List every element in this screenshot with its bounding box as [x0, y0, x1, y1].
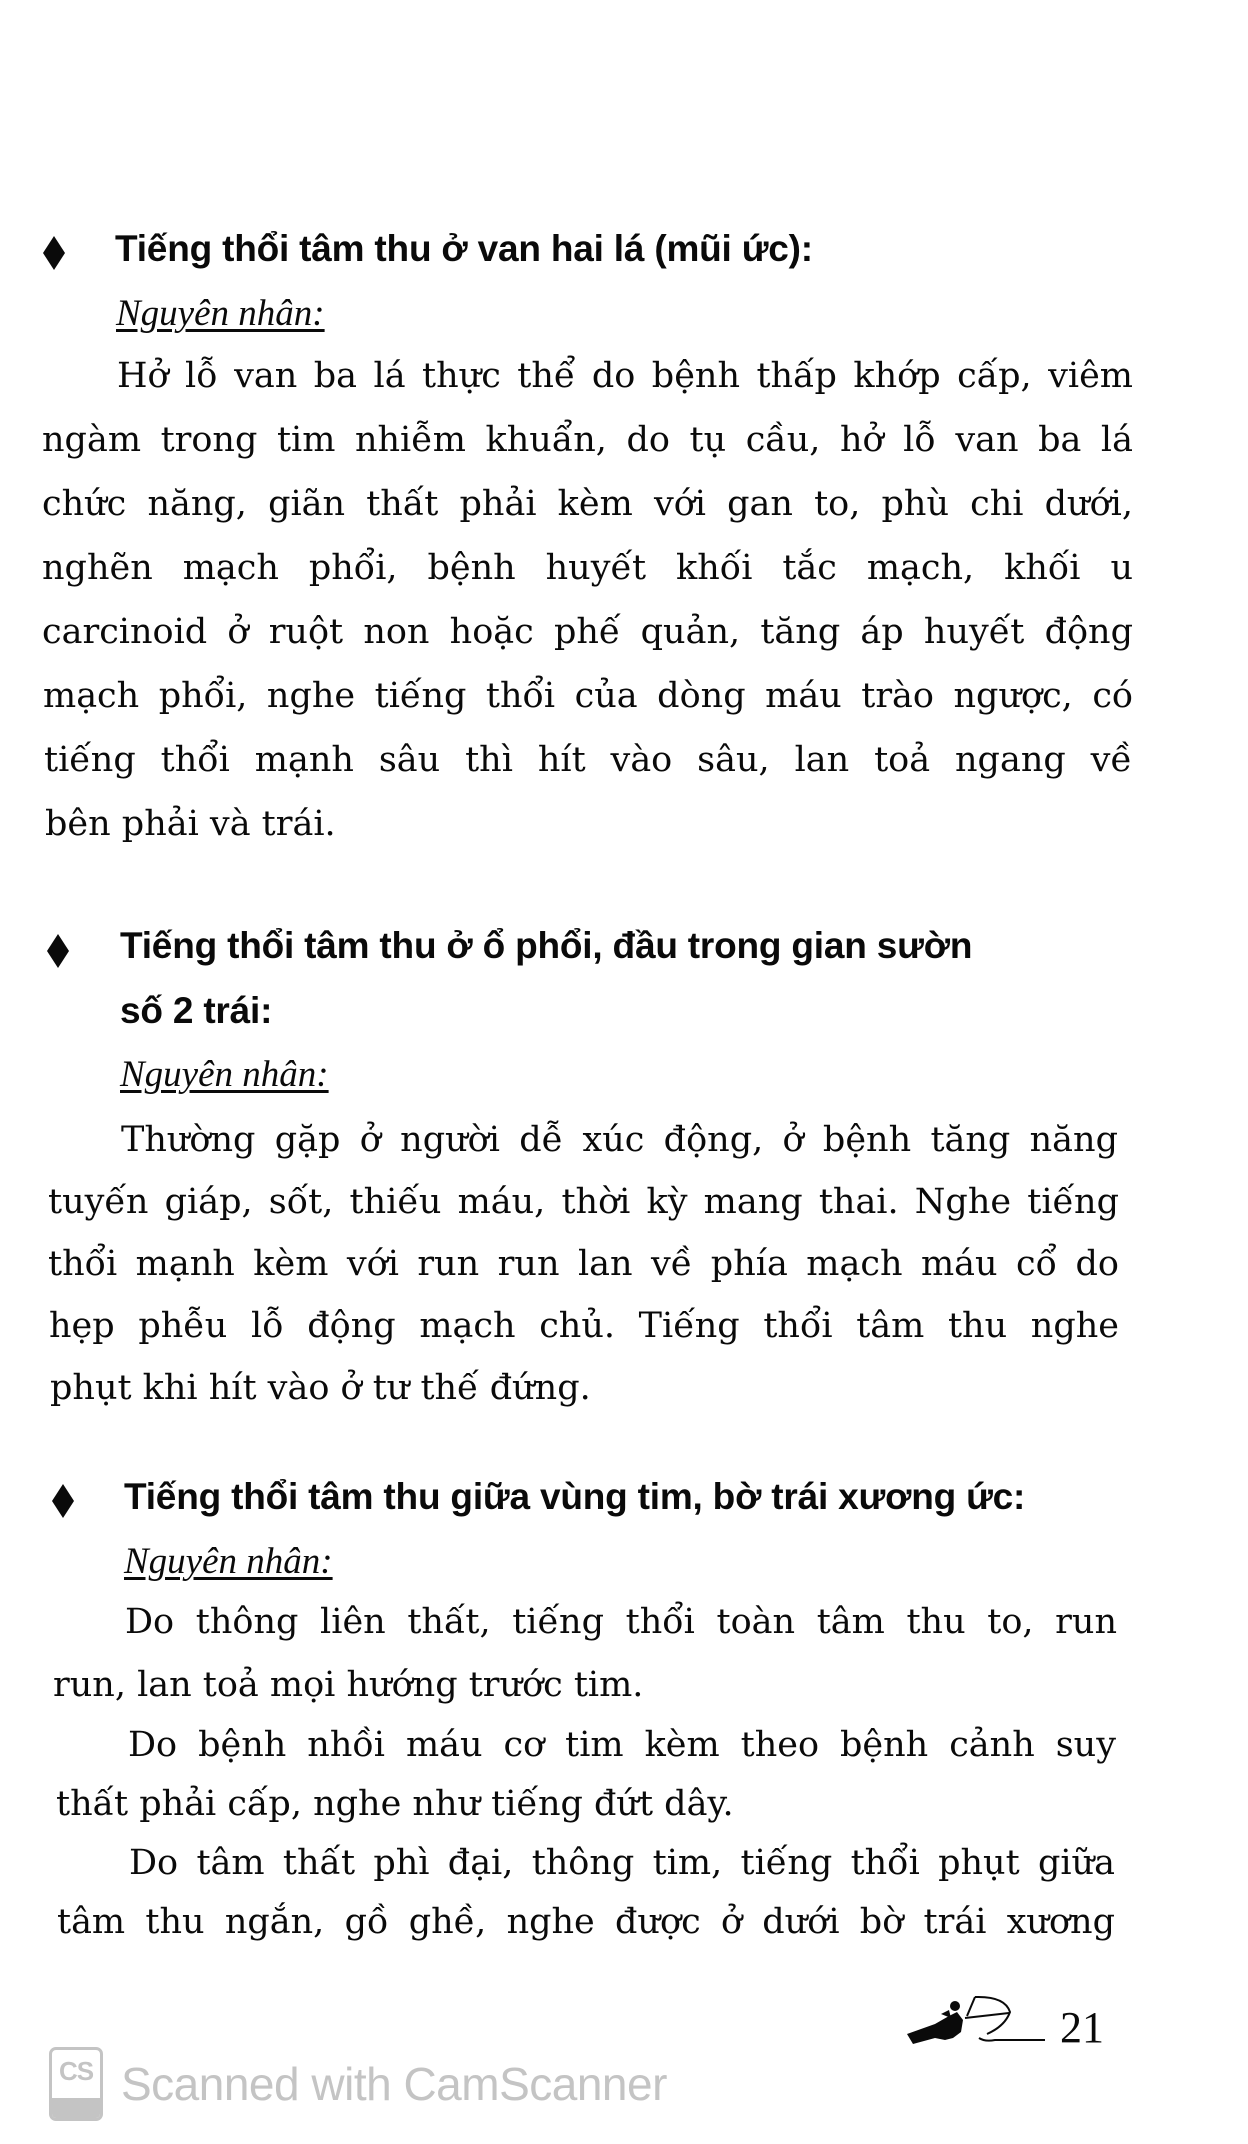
body-line: run, lan toả mọi hướng trước tim. [53, 1665, 644, 1705]
body-line: thất phải cấp, nghe như tiếng đứt dây. [56, 1784, 734, 1824]
body-line: carcinoid ở ruột non hoặc phế quản, tăng áp huyết động [42, 612, 1133, 652]
body-line: hẹp phễu lỗ động mạch chủ. Tiếng thổi tâm thu nghe [49, 1306, 1119, 1346]
body-line: Hở lỗ van ba lá thực thể do bệnh thấp khớp cấp, viêm [117, 356, 1133, 396]
camscanner-logo-bar [52, 2098, 100, 2118]
section-heading: Tiếng thổi tâm thu ở ổ phổi, đầu trong gian sườn [120, 925, 973, 966]
body-line: Do thông liên thất, tiếng thổi toàn tâm thu to, run [125, 1602, 1117, 1642]
body-line: ngàm trong tim nhiễm khuẩn, do tụ cầu, hở lỗ van ba lá [42, 420, 1133, 460]
camscanner-logo-text: CS [58, 2056, 94, 2086]
diamond-bullet-icon [52, 1484, 74, 1518]
watermark-text: Scanned with CamScanner [121, 2058, 667, 2110]
body-line: thổi mạnh kèm với run run lan về phía mạch máu cổ do [48, 1244, 1119, 1284]
archer-ornament-icon [905, 1994, 1050, 2048]
section-heading: Tiếng thổi tâm thu ở van hai lá (mũi ức): [115, 228, 813, 269]
cause-label: Nguyên nhân: [120, 1054, 329, 1095]
body-line: phụt khi hít vào ở tư thế đứng. [50, 1368, 591, 1408]
diamond-bullet-icon [47, 934, 69, 968]
body-line: chức năng, giãn thất phải kèm với gan to, phù chi dưới, [42, 484, 1133, 524]
page-number: 21 [1060, 2003, 1104, 2052]
cause-label: Nguyên nhân: [124, 1541, 333, 1582]
section-heading: Tiếng thổi tâm thu giữa vùng tim, bờ trái xương ức: [124, 1476, 1026, 1517]
camscanner-watermark [49, 2045, 667, 2123]
body-line: mạch phổi, nghe tiếng thổi của dòng máu trào ngược, có [43, 676, 1133, 716]
camscanner-logo-icon [49, 2047, 103, 2121]
body-line: tuyến giáp, sốt, thiếu máu, thời kỳ mang thai. Nghe tiếng [48, 1182, 1119, 1222]
body-line: Thường gặp ở người dễ xúc động, ở bệnh tăng năng [121, 1120, 1118, 1160]
body-line: bên phải và trái. [45, 804, 336, 844]
body-line: nghẽn mạch phổi, bệnh huyết khối tắc mạch, khối u [42, 548, 1133, 588]
body-line: Do bệnh nhồi máu cơ tim kèm theo bệnh cảnh suy [128, 1725, 1116, 1765]
cause-label: Nguyên nhân: [116, 293, 325, 334]
section-heading-continued: số 2 trái: [120, 990, 273, 1031]
body-line: tâm thu ngắn, gồ ghề, nghe được ở dưới bờ trái xương [57, 1902, 1115, 1942]
body-line: Do tâm thất phì đại, thông tim, tiếng thổi phụt giữa [129, 1843, 1115, 1883]
body-line: tiếng thổi mạnh sâu thì hít vào sâu, lan toả ngang về [44, 740, 1132, 780]
diamond-bullet-icon [43, 236, 65, 270]
